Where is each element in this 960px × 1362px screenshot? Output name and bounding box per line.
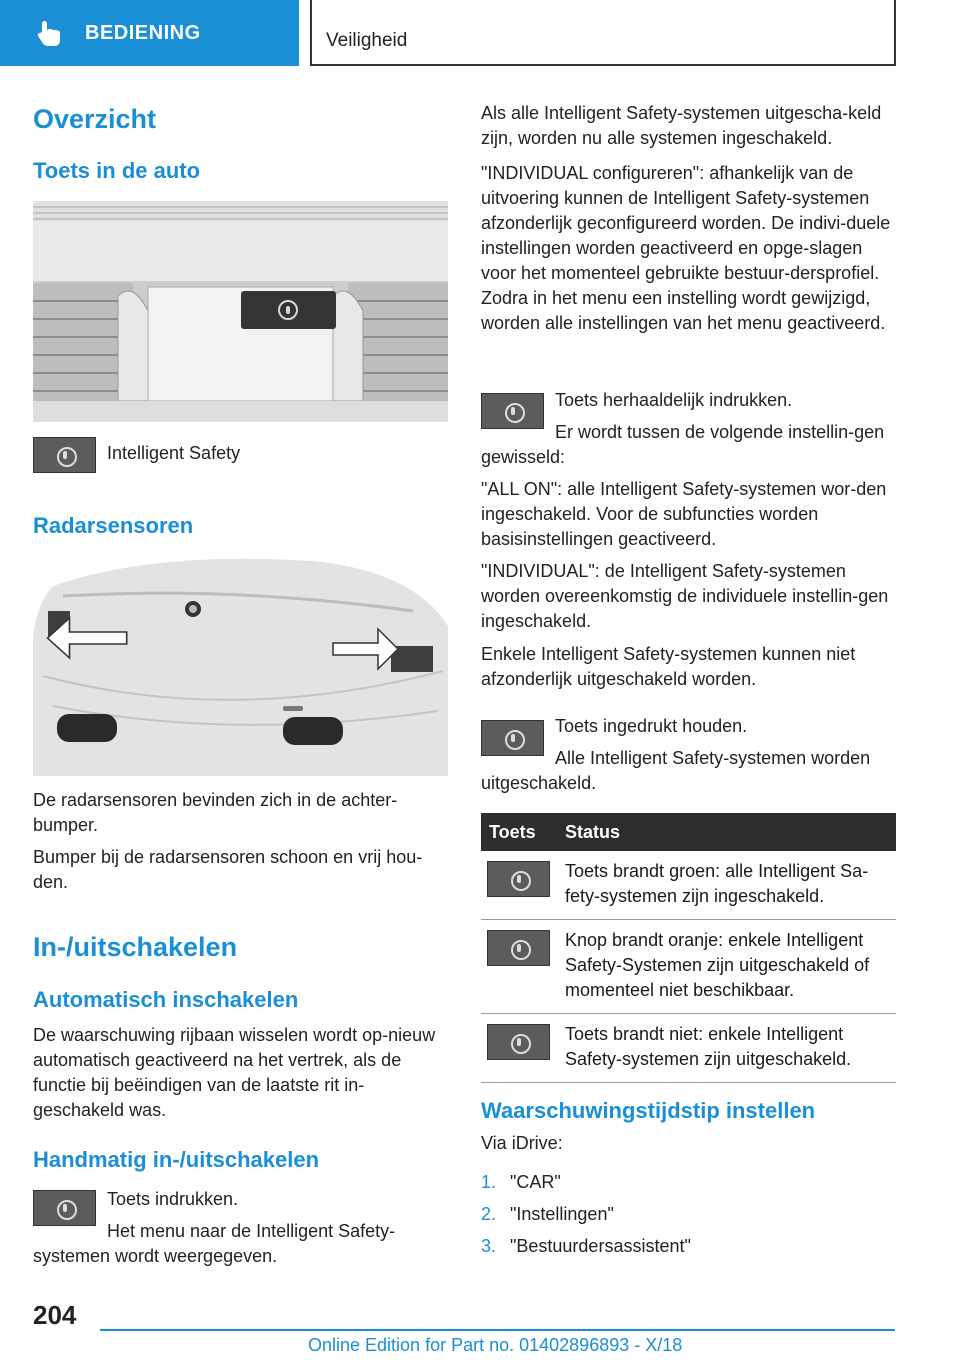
radar-clean-text: Bumper bij de radarsensoren schoon en vrij hou-den. (33, 847, 423, 892)
section-tab[interactable] (0, 0, 299, 66)
individual-text: "INDIVIDUAL": de Intelligent Safety-systemen worden overeenkomstig de individuele instellin-gen ingeschakeld. (481, 561, 889, 631)
rear-bumper-photo (33, 556, 448, 776)
status-table (481, 813, 896, 1083)
footer-divider (100, 1329, 895, 1331)
page-title: Overzicht (33, 104, 157, 134)
automatisch-text: De waarschuwing rijbaan wisselen wordt op-nieuw automatisch geactiveerd na het vertrek, als de functie bij beëindigen van de laatste rit in-geschakeld was. (33, 1025, 436, 1120)
hold-result-text: Alle Intelligent Safety-systemen worden uitgeschakeld. (481, 748, 871, 793)
all-off-text: Als alle Intelligent Safety-systemen uitgescha-keld zijn, worden nu alle systemen ingeschakeld. (481, 103, 882, 148)
heading-toets: Toets in de auto (33, 158, 201, 183)
handmatig-menu-text: Het menu naar de Intelligent Safety-systemen wordt weergegeven. (33, 1221, 396, 1266)
intelligent-safety-icon (487, 1024, 550, 1060)
table-row (481, 1014, 896, 1083)
enkele-text: Enkele Intelligent Safety-systemen kunnen niet afzonderlijk uitgeschakeld worden. (481, 644, 856, 689)
heading-automatisch: Automatisch inschakelen (33, 987, 299, 1012)
intelligent-safety-icon (487, 930, 550, 966)
idrive-steps (481, 1166, 691, 1262)
radar-location-text: De radarsensoren bevinden zich in de achter-bumper. (33, 790, 398, 835)
repeat-press-text: Toets herhaaldelijk indrukken. (555, 390, 793, 410)
status-cell: Toets brandt groen: alle Intelligent Sa-fety-systemen zijn ingeschakeld. (557, 851, 896, 920)
individual-config-text: "INDIVIDUAL configureren": afhankelijk van de uitvoering kunnen de Intelligent Safety-systemen afzonderlijk geconfigureerd worden. De indivi-duele instellingen worden geactiveerd en opge-slagen voor het momenteel gebruikte bestuur-dersprofiel. Zodra in het menu een instelling wordt gewijzigd, worden alle instellingen van het menu geactiveerd. (481, 163, 891, 333)
dashboard-button-photo (33, 201, 448, 422)
list-item[interactable]: 2. "Instellingen" (481, 1204, 614, 1224)
intelligent-safety-icon (487, 861, 550, 897)
list-item[interactable]: 1. "CAR" (481, 1172, 561, 1192)
hold-press-text: Toets ingedrukt houden. (555, 716, 748, 736)
table-header (481, 813, 896, 851)
footer-edition: Online Edition for Part no. 01402896893 - X/18 (308, 1335, 683, 1355)
hand-icon (33, 16, 67, 50)
intelligent-safety-key (33, 437, 96, 478)
intelligent-safety-icon (33, 437, 96, 473)
table-row (481, 920, 896, 1014)
col-header-status: Status (557, 813, 896, 851)
all-on-text: "ALL ON": alle Intelligent Safety-systemen wor-den ingeschakeld. Voor de subfuncties worden basisinstellingen geactiveerd. (481, 479, 887, 549)
list-item[interactable]: 3. "Bestuurdersassistent" (481, 1236, 691, 1256)
status-cell: Knop brandt oranje: enkele Intelligent Safety-Systemen zijn uitgeschakeld of momenteel niet beschikbaar. (557, 920, 896, 1014)
heading-handmatig: Handmatig in-/uitschakelen (33, 1147, 320, 1172)
status-cell: Toets brandt niet: enkele Intelligent Safety-systemen zijn uitgeschakeld. (557, 1014, 896, 1083)
handmatig-press-text: Toets indrukken. (107, 1189, 239, 1209)
table-row (481, 851, 896, 920)
chapter-label: Veiligheid (326, 30, 408, 51)
section-label: BEDIENING (85, 21, 201, 44)
heading-in-uitschakelen: In-/uitschakelen (33, 932, 238, 962)
col-header-toets: Toets (481, 813, 557, 851)
heading-radar: Radarsensoren (33, 513, 194, 538)
intelligent-safety-caption: Intelligent Safety (107, 443, 241, 463)
chapter-header (310, 0, 896, 66)
page-number: 204 (33, 1300, 77, 1330)
via-idrive-text: Via iDrive: (481, 1133, 563, 1153)
repeat-switch-text: Er wordt tussen de volgende instellin-gen gewisseld: (481, 422, 885, 467)
heading-waarschuwingstijdstip: Waarschuwingstijdstip instellen (481, 1098, 816, 1123)
